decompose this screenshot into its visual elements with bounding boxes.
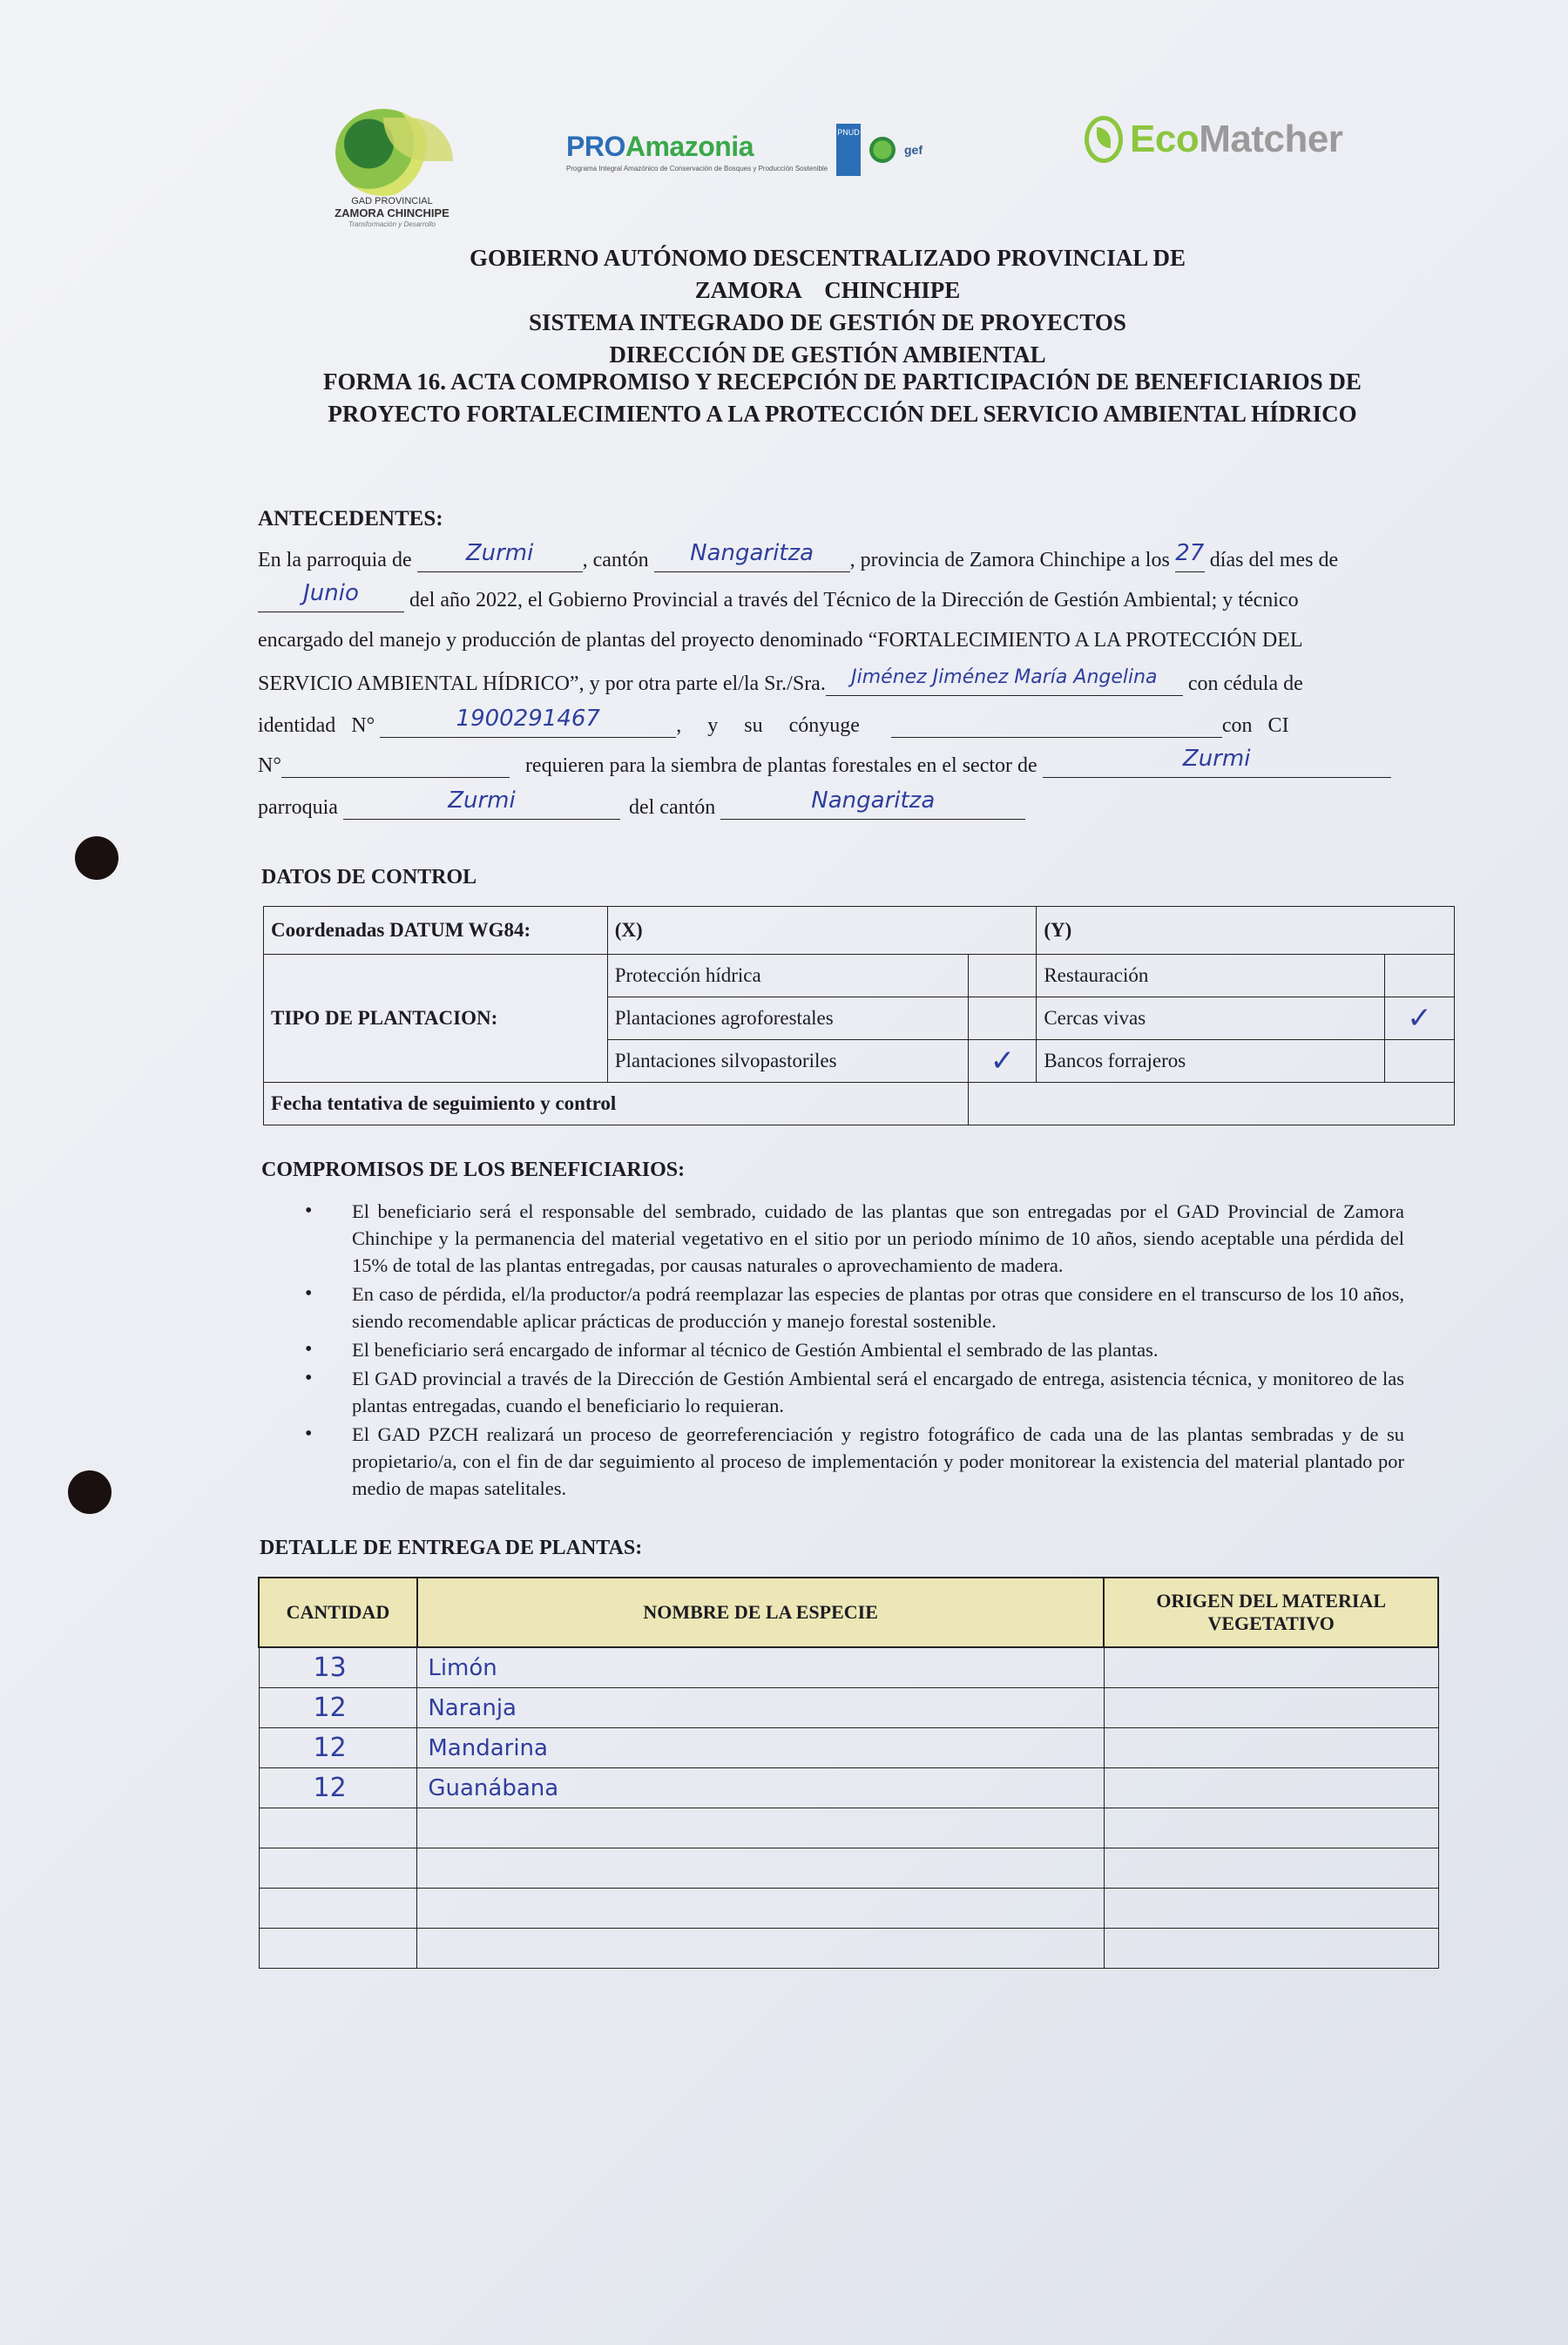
title-line2: ZAMORA CHINCHIPE (694, 277, 961, 303)
parroquia2-field[interactable] (343, 787, 620, 820)
list-item: • El GAD provincial a través de la Dirección de Gestión Ambiental será el encargado de entrega, asistencia técnica, y monitoreo de las plantas entregadas, cuando el beneficiario lo requieran. (305, 1365, 1404, 1419)
proamazonia-title (566, 131, 1054, 163)
dias-field[interactable] (1175, 540, 1205, 572)
antecedentes-line-6 (258, 746, 1408, 778)
beneficiario-field[interactable] (826, 666, 1183, 696)
text: , y su cónyuge (676, 714, 860, 737)
gef-logo: gef (904, 143, 923, 157)
cantidad-value: 12 (313, 1693, 347, 1723)
list-item: • El beneficiario será encargado de informar al técnico de Gestión Ambiental el sembrado de las plantas. (305, 1336, 1404, 1363)
proamazonia-amazonia: Amazonia (625, 131, 754, 162)
text: días del mes de (1209, 549, 1339, 571)
compromisos-heading: COMPROMISOS DE LOS BENEFICIARIOS: (261, 1159, 686, 1181)
ecomatcher-matcher: Matcher (1199, 118, 1343, 160)
dias-value: 27 (1175, 540, 1205, 566)
table-row (259, 1808, 1438, 1848)
table-row (259, 1929, 1438, 1969)
col-especie-header: NOMBRE DE LA ESPECIE (417, 1578, 1105, 1647)
cantidad-cell[interactable] (259, 1768, 417, 1808)
silvopastoriles-label: Plantaciones silvopastoriles (607, 1040, 969, 1083)
antecedentes-line-2 (258, 580, 1408, 612)
gad-zamora-logo (322, 100, 470, 231)
especie-cell[interactable] (417, 1808, 1105, 1848)
list-item: • En caso de pérdida, el/la productor/a podrá reemplazar las especies de plantas por otras que considere en el transcurso de los 10 años, siendo recomendable aplicar prácticas de producción y manejo forestal sostenible. (305, 1281, 1404, 1335)
table-row (259, 1647, 1438, 1688)
parroquia-value: Zurmi (465, 540, 534, 566)
origen-cell[interactable] (1104, 1889, 1438, 1929)
text: requieren para la siembra de plantas forestales en el sector de (524, 754, 1037, 777)
document-title (261, 242, 1394, 371)
bancos-forrajeros-label: Bancos forrajeros (1037, 1040, 1385, 1083)
agroforestales-label: Plantaciones agroforestales (607, 997, 969, 1040)
antecedentes-line-5 (258, 706, 1408, 738)
canton-value: Nangaritza (690, 540, 814, 566)
text: , cantón (582, 549, 649, 571)
cercas-vivas-check[interactable]: ✓ (1385, 997, 1455, 1040)
cantidad-cell[interactable] (259, 1929, 417, 1969)
text: parroquia (258, 796, 338, 819)
parroquia2-value: Zurmi (448, 787, 516, 814)
datos-control-heading: DATOS DE CONTROL (261, 866, 477, 889)
fecha-seguimiento-field[interactable] (969, 1083, 1455, 1125)
table-row (259, 1848, 1438, 1889)
conyuge-field[interactable] (891, 711, 1222, 738)
plants-table (258, 1577, 1439, 1969)
cantidad-cell[interactable] (259, 1647, 417, 1688)
restauracion-label: Restauración (1037, 955, 1385, 997)
restauracion-check[interactable] (1385, 955, 1455, 997)
especie-value: Mandarina (428, 1734, 548, 1761)
origen-cell[interactable] (1104, 1688, 1438, 1728)
especie-cell[interactable] (417, 1647, 1105, 1688)
cantidad-value: 13 (313, 1652, 347, 1683)
sector-value: Zurmi (1182, 746, 1251, 772)
origen-cell[interactable] (1104, 1728, 1438, 1768)
especie-cell[interactable] (417, 1768, 1105, 1808)
entrega-heading: DETALLE DE ENTREGA DE PLANTAS: (260, 1537, 643, 1559)
list-item: • El GAD PZCH realizará un proceso de georreferenciación y registro fotográfico de cada una de las plantas sembradas y de su propietario/a, con el fin de dar seguimiento al proceso de implementación y poder monitorear la existencia del material plantado por medio de mapas satelitales. (305, 1421, 1404, 1502)
cantidad-value: 12 (313, 1773, 347, 1803)
title-line6: PROYECTO FORTALECIMIENTO A LA PROTECCIÓN DEL SERVICIO AMBIENTAL HÍDRICO (328, 401, 1357, 427)
origen-cell[interactable] (1104, 1808, 1438, 1848)
compromisos-list (305, 1198, 1404, 1504)
ecomatcher-wordmark (1130, 118, 1342, 161)
text: del año 2022, el Gobierno Provincial a través del Técnico de la Dirección de Gestión Ambiental; y técnico (409, 589, 1299, 612)
fecha-seguimiento-label: Fecha tentativa de seguimiento y control (264, 1083, 969, 1125)
gad-logo-line2: ZAMORA CHINCHIPE (335, 206, 449, 220)
cantidad-cell[interactable] (259, 1889, 417, 1929)
gad-logo-line1: GAD PROVINCIAL (351, 196, 433, 206)
especie-cell[interactable] (417, 1728, 1105, 1768)
text: SERVICIO AMBIENTAL HÍDRICO”, y por otra parte el/la Sr./Sra. (258, 672, 826, 695)
table-row (259, 1688, 1438, 1728)
cantidad-value: 12 (313, 1733, 347, 1763)
text: identidad N° (258, 714, 375, 737)
table-row (259, 1728, 1438, 1768)
antecedentes-line-4 (258, 666, 1408, 696)
especie-cell[interactable] (417, 1848, 1105, 1889)
silvopastoriles-check[interactable]: ✓ (969, 1040, 1037, 1083)
title-line4: DIRECCIÓN DE GESTIÓN AMBIENTAL (609, 341, 1046, 368)
title-line5: FORMA 16. ACTA COMPROMISO Y RECEPCIÓN DE PARTICIPACIÓN DE BENEFICIARIOS DE (323, 368, 1362, 395)
text: con CI (1221, 714, 1289, 737)
ecomatcher-eco: Eco (1130, 118, 1200, 160)
proamazonia-subtitle: Programa Integral Amazónico de Conservación de Bosques y Producción Sostenible (566, 165, 828, 172)
coord-y-label[interactable]: (Y) (1037, 907, 1455, 955)
list-item: • El beneficiario será el responsable del sembrado, cuidado de las plantas que son entregadas por el GAD Provincial de Zamora Chinchipe y la permanencia del material vegetativo en el sitio por un periodo mínimo de 10 años, siendo aceptable una pérdida del 15% de total de las plantas entregadas, por causas naturales o aprovechamiento de madera. (305, 1198, 1404, 1279)
canton-field[interactable] (654, 540, 850, 572)
punch-hole (68, 1470, 112, 1514)
table-header-row (259, 1578, 1438, 1647)
col-cantidad-header: CANTIDAD (259, 1578, 417, 1647)
proamazonia-pro: PRO (566, 131, 625, 162)
tipo-plantacion-label: TIPO DE PLANTACION: (264, 955, 608, 1083)
gad-logo-tagline: Transformación y Desarrollo (348, 220, 436, 228)
punch-hole (75, 836, 118, 880)
text: del cantón (628, 796, 716, 819)
especie-cell[interactable] (417, 1889, 1105, 1929)
gad-logo-text (322, 196, 462, 230)
antecedentes-heading: ANTECEDENTES: (258, 507, 443, 530)
undp-logo: PNUD (836, 124, 861, 176)
beneficiario-value: Jiménez Jiménez María Angelina (851, 666, 1158, 688)
table-row (259, 1768, 1438, 1808)
origen-cell[interactable] (1104, 1768, 1438, 1808)
ecomatcher-logo (1085, 109, 1416, 170)
especie-cell[interactable] (417, 1929, 1105, 1969)
origen-cell[interactable] (1104, 1929, 1438, 1969)
mes-field[interactable] (258, 580, 404, 612)
text: con cédula de (1187, 672, 1303, 695)
parroquia-field[interactable] (417, 540, 583, 572)
antecedentes-line-1 (258, 540, 1408, 572)
table-row (259, 1889, 1438, 1929)
text: , provincia de Zamora Chinchipe a los (849, 549, 1170, 571)
especie-value: Limón (428, 1654, 497, 1681)
cantidad-cell[interactable] (259, 1728, 417, 1768)
title-line3: SISTEMA INTEGRADO DE GESTIÓN DE PROYECTOS (529, 309, 1126, 335)
title-line1: GOBIERNO AUTÓNOMO DESCENTRALIZADO PROVINCIAL DE (469, 245, 1186, 271)
bancos-forrajeros-check[interactable] (1385, 1040, 1455, 1083)
proteccion-hidrica-label: Protección hídrica (607, 955, 969, 997)
partner-logos (836, 124, 923, 176)
sector-field[interactable] (1043, 746, 1391, 778)
location-leaf-icon (1085, 116, 1123, 163)
cantidad-cell[interactable] (259, 1688, 417, 1728)
especie-value: Guanábana (428, 1774, 559, 1801)
mes-value: Junio (303, 580, 359, 606)
canton2-field[interactable] (720, 787, 1025, 820)
especie-cell[interactable] (417, 1688, 1105, 1728)
proteccion-hidrica-check[interactable] (969, 955, 1037, 997)
cantidad-cell[interactable] (259, 1848, 417, 1889)
cantidad-cell[interactable] (259, 1808, 417, 1848)
form-title (280, 366, 1404, 430)
conyuge-ci-field[interactable] (281, 751, 510, 778)
origen-cell[interactable] (1104, 1848, 1438, 1889)
antecedentes-line-3: encargado del manejo y producción de plantas del proyecto denominado “FORTALECIMIENTO A LA PROTECCIÓN DEL (258, 629, 1303, 652)
text: N° (258, 754, 281, 777)
origen-cell[interactable] (1104, 1647, 1438, 1688)
cercas-vivas-label: Cercas vivas (1037, 997, 1385, 1040)
control-table (263, 906, 1455, 1125)
antecedentes-line-7 (258, 787, 1408, 820)
especie-value: Naranja (428, 1694, 517, 1721)
text: En la parroquia de (258, 549, 412, 571)
agroforestales-check[interactable] (969, 997, 1037, 1040)
globe-icon (869, 137, 896, 163)
coord-label: Coordenadas DATUM WG84: (264, 907, 608, 955)
canton2-value: Nangaritza (811, 787, 936, 814)
cedula-value: 1900291467 (456, 706, 600, 732)
cedula-field[interactable] (380, 706, 676, 738)
coord-x-label[interactable]: (X) (607, 907, 1037, 955)
proamazonia-logo (566, 128, 1054, 200)
col-origen-header: ORIGEN DEL MATERIAL VEGETATIVO (1104, 1578, 1438, 1647)
